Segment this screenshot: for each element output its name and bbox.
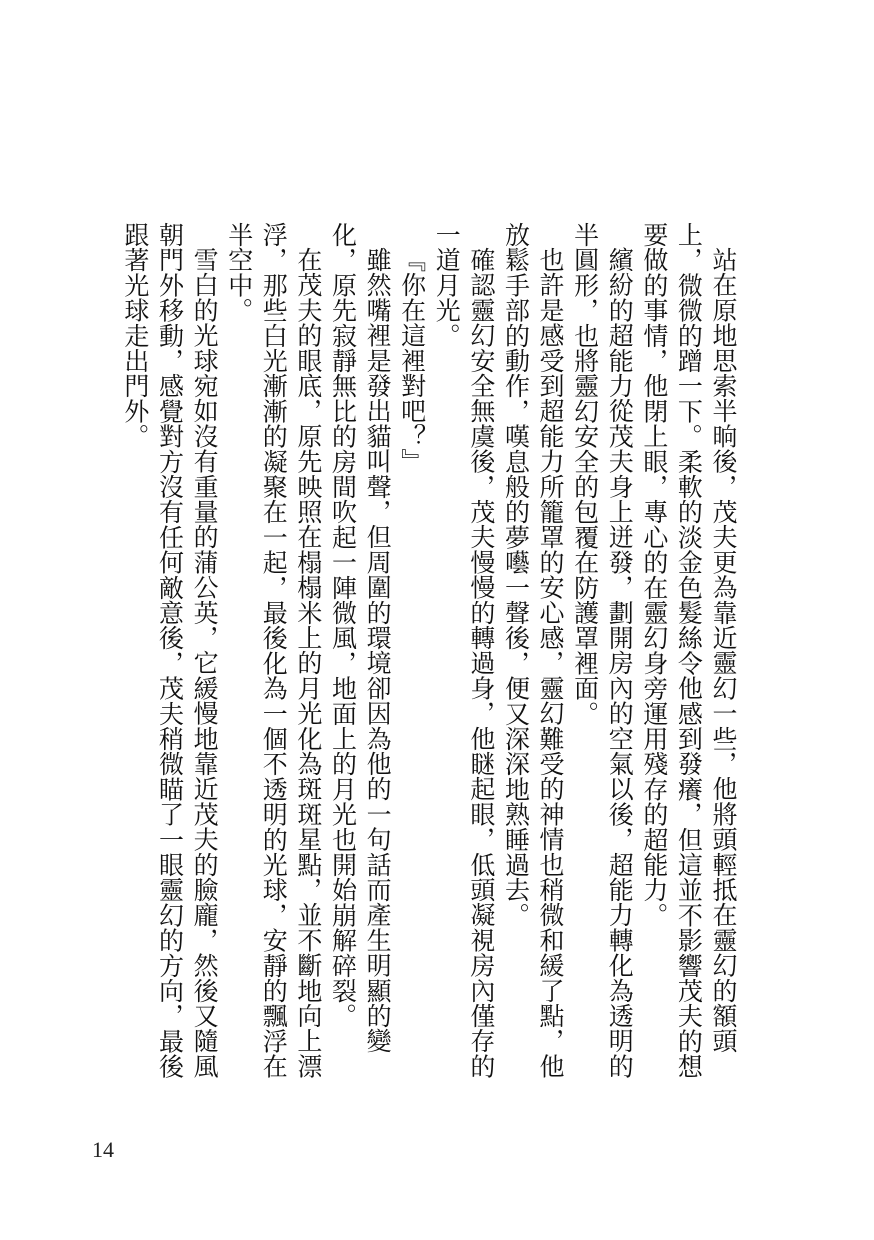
paragraph: 確認靈幻安全無虞後，茂夫慢慢的轉過身，他瞇起眼，低頭凝視房內僅存的一道月光。 xyxy=(432,222,496,1079)
paragraph: 繽紛的超能力從茂夫身上迸發，劃開房內的空氣以後，超能力轉化為透明的半圓形，也將靈幻安全的包覆在防護罩裡面。 xyxy=(570,222,635,1079)
paragraph: 雖然嘴裡是發出貓叫聲，但周圍的環境卻因為他的一句話而產生明顯的變化，原先寂靜無比的房間吹起一陣微風，地面上的月光也開始崩解碎裂。 xyxy=(328,222,393,1054)
paragraph: 也許是感受到超能力所籠罩的安心感，靈幻難受的神情也稍微和緩了點，他放鬆手部的動作，嘆息般的夢囈一聲後，便又深深地熟睡過去。 xyxy=(501,222,566,1079)
paragraph: 在茂夫的眼底，原先映照在榻榻米上的月光化為斑斑星點，並不斷地向上漂浮，那些白光漸漸的凝聚在一起，最後化為一個不透明的光球，安靜的飄浮在半空中。 xyxy=(224,222,323,1079)
paragraph: 雪白的光球宛如沒有重量的蒲公英，它緩慢地靠近茂夫的臉龐，然後又隨風朝門外移動，感覺對方沒有任何敵意後，茂夫稍微瞄了一眼靈幻的方向，最後跟著光球走出門外。 xyxy=(120,222,220,1079)
dialogue-line: 『你在這裡對吧？』 xyxy=(397,247,427,474)
body-text xyxy=(120,222,740,1102)
paragraph: 站在原地思索半晌後，茂夫更為靠近靈幻一些，他將頭輕抵在靈幻的額頭上，微微的蹭一下。柔軟的淡金色髮絲令他感到發癢，但這並不影響茂夫的想要做的事情，他閉上眼，專心的在靈幻身旁運用殘存的超能力。 xyxy=(639,222,738,1079)
page-number: 14 xyxy=(92,1137,114,1162)
